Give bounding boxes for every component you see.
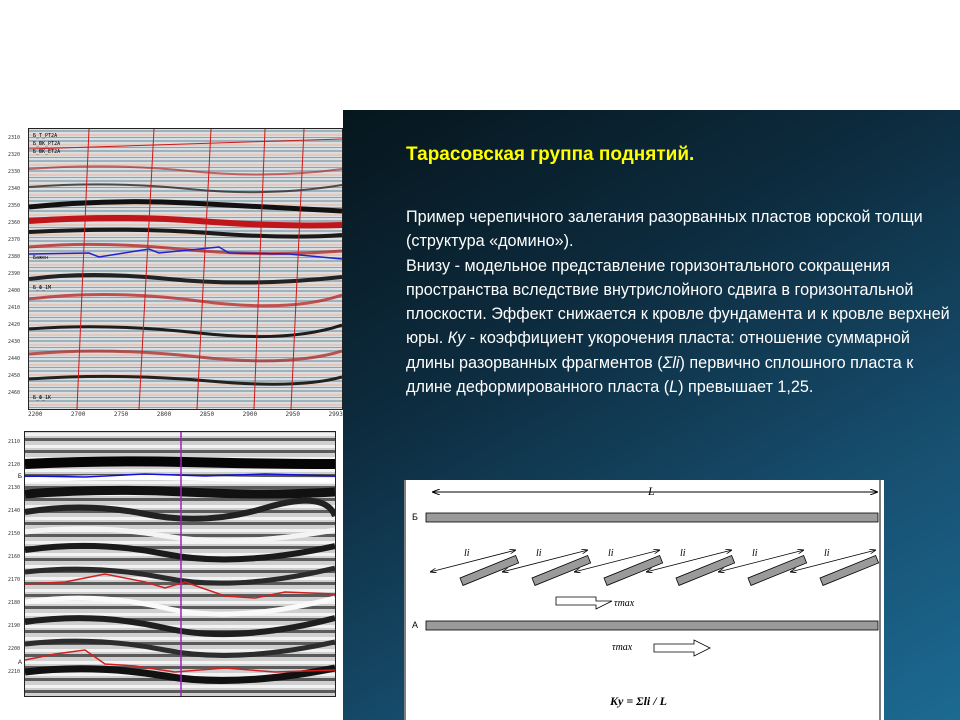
bottom-mark-b: Б bbox=[18, 474, 22, 480]
bottom-left-axis: 2110 2120 2130 2140 2150 2160 2170 2180 2190 2200 2210 bbox=[8, 439, 21, 675]
label-bar-b: Б bbox=[412, 512, 418, 522]
label-li-6: li bbox=[824, 548, 830, 559]
svg-text:Б_Ф_1К: Б_Ф_1К bbox=[33, 395, 52, 401]
top-bottom-axis: 2200 2700 2750 2800 2850 2900 2950 2993 bbox=[28, 411, 343, 418]
top-band bbox=[0, 0, 960, 110]
slide-body bbox=[406, 205, 954, 399]
paragraph-1: Пример черепичного залегания разорванных пластов юрской толщи (структура «домино»). bbox=[406, 208, 923, 251]
label-li-5: li bbox=[752, 548, 758, 559]
label-bar-a: А bbox=[412, 620, 419, 630]
seismic-section-bottom bbox=[24, 431, 336, 697]
seismic-section-top bbox=[28, 128, 343, 410]
slide-title: Тарасовская группа поднятий. bbox=[406, 144, 695, 165]
svg-text:Б_Ф_1М: Б_Ф_1М bbox=[33, 285, 52, 291]
svg-text:Бажен: Бажен bbox=[33, 255, 49, 261]
tau-arrow-left bbox=[556, 597, 612, 609]
tau-arrow-right bbox=[654, 640, 710, 656]
label-L: L bbox=[648, 484, 655, 498]
svg-text:Б_Т_РТ2А: Б_Т_РТ2А bbox=[33, 133, 58, 139]
bottom-mark-a: А bbox=[18, 660, 23, 666]
bar-a bbox=[426, 621, 878, 630]
label-tau-upper: τmax bbox=[614, 598, 635, 609]
svg-text:Б_ЮК_ЕТ2А: Б_ЮК_ЕТ2А bbox=[33, 149, 61, 155]
seismic-bottom-graphic bbox=[25, 432, 335, 696]
formula-ky: Ky = Σli / L bbox=[610, 694, 667, 708]
domino-model-diagram bbox=[404, 480, 884, 720]
label-tau-lower: τmax bbox=[612, 642, 633, 653]
svg-text:Б_ЮК_РТ2А: Б_ЮК_РТ2А bbox=[33, 141, 61, 147]
bar-b bbox=[426, 513, 878, 522]
label-li-4: li bbox=[680, 548, 686, 559]
fragments bbox=[460, 556, 879, 586]
paragraph-2: Внизу - модельное представление горизонтального сокращения пространства вследствие внутрислойного сдвига в горизонтальной плоскости. Эффект снижается к кровле фундамента и к кровле верхней юры. Ку - коэффициент укорочения пласта: отношение суммарной длины разорванных фрагментов (Σli) первично сплошного пласта к длине деформированного пласта (L) превышает 1,25. bbox=[406, 256, 950, 397]
diagram-graphic bbox=[404, 480, 884, 720]
label-li-2: li bbox=[536, 548, 542, 559]
label-li-3: li bbox=[608, 548, 614, 559]
seismic-top-graphic bbox=[29, 129, 342, 409]
label-li-1: li bbox=[464, 548, 470, 559]
top-left-axis: 2310 2320 2330 2340 2350 2360 2370 2380 2390 2400 2410 2420 2430 2440 2450 2460 bbox=[8, 135, 21, 396]
